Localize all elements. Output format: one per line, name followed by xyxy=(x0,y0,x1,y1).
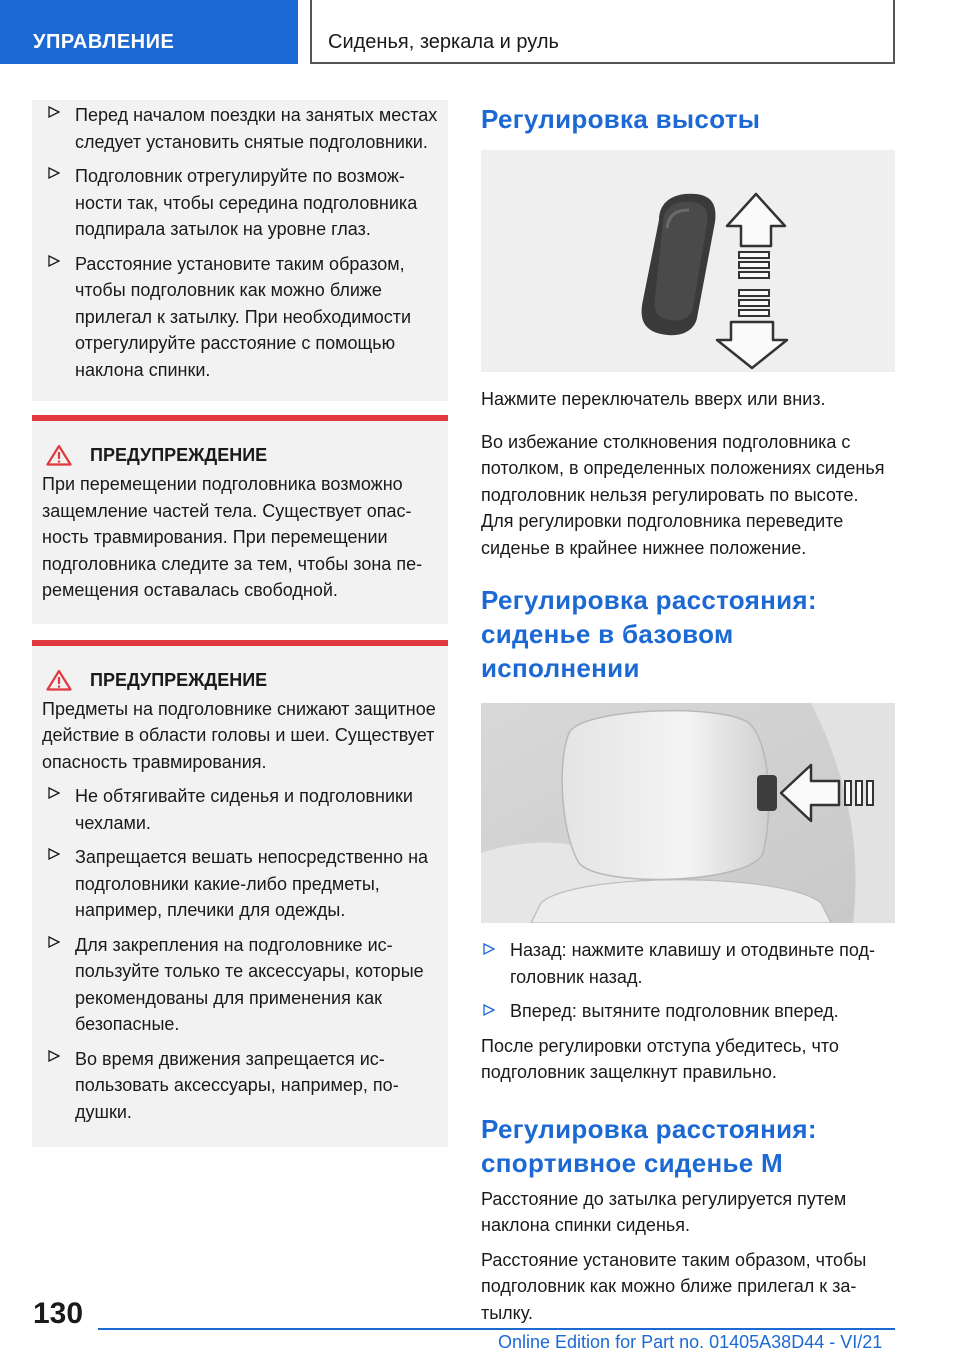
page-number: 130 xyxy=(33,1297,84,1330)
triangle-bullet-icon xyxy=(48,936,60,948)
list-item xyxy=(32,163,448,243)
list-item-text: Во время движения запрещается использовать аксессуары, например, подушки. xyxy=(75,1048,399,1122)
footer-divider xyxy=(98,1328,895,1330)
list-item xyxy=(32,102,448,155)
warning-title-text: ПРЕДУПРЕЖДЕНИЕ xyxy=(90,445,268,465)
warning-title xyxy=(42,668,438,692)
triangle-bullet-icon xyxy=(48,106,60,118)
list-item-text: Вперед: вытяните подголовник вперед. xyxy=(510,1001,839,1021)
intro-box xyxy=(32,100,448,401)
list-item-text: Для закрепления на подголовнике используйте только те аксессуары, которые рекомендованы для применения как безопасные. xyxy=(75,934,424,1034)
headrest-button-image xyxy=(481,703,895,923)
triangle-bullet-icon xyxy=(48,167,60,179)
warning-triangle-icon xyxy=(46,444,72,466)
heading-distance-m: Регулировка расстояния: спортивное сиденье M xyxy=(481,1113,817,1178)
list-item-text: Перед началом поездки на занятых местах следует установить снятые подголовники. xyxy=(75,105,438,152)
triangle-bullet-icon xyxy=(48,255,60,267)
warning-box-2 xyxy=(32,640,448,1148)
triangle-bullet-icon xyxy=(48,787,60,799)
height-switch-illustration xyxy=(481,150,895,372)
list-item xyxy=(32,783,438,836)
triangle-bullet-icon xyxy=(483,943,495,955)
section-header: УПРАВЛЕНИЕ xyxy=(0,0,298,64)
warning-text: Предметы на подголовнике снижают защитное действие в области головы и шеи. Существует опасность травмирования. xyxy=(42,698,436,772)
list-item xyxy=(32,932,438,1038)
list-item-text: Назад: нажмите клавишу и отодвиньте подголовник назад. xyxy=(510,940,875,987)
triangle-bullet-icon xyxy=(483,1004,495,1016)
warning-triangle-icon xyxy=(46,669,72,691)
triangle-bullet-icon xyxy=(48,1050,60,1062)
distance-button-illustration xyxy=(481,703,895,923)
list-item-text: Подголовник отрегулируйте по возможности так, чтобы середина подголовника подпирала затылок на уровне глаз. xyxy=(75,166,418,239)
right-column xyxy=(481,100,895,1326)
warning-title-text: ПРЕДУПРЕЖДЕНИЕ xyxy=(90,669,268,690)
distance-note: После регулировки отступа убедитесь, что подголовник защелкнут правильно. xyxy=(481,1035,839,1082)
list-item xyxy=(481,998,895,1025)
heading-height: Регулировка высоты xyxy=(481,104,761,134)
m-seat-text-2: Расстояние установите таким образом, чтобы подголовник как можно ближе прилегал к затылку. xyxy=(481,1249,867,1323)
list-item xyxy=(481,937,895,990)
edition-text: Online Edition for Part no. 01405A38D44 - VI/21 xyxy=(498,1332,883,1352)
list-item-text: Запрещается вешать непосредственно на подголовники какие-либо предметы, например, плечики для одежды. xyxy=(75,847,429,920)
triangle-bullet-icon xyxy=(48,848,60,860)
m-seat-text-1: Расстояние до затылка регулируется путем наклона спинки сиденья. xyxy=(481,1188,847,1235)
list-item xyxy=(32,844,438,924)
list-item-text: Не обтягивайте сиденья и подголовники чехлами. xyxy=(75,786,413,833)
list-item xyxy=(32,251,448,384)
list-item xyxy=(32,1046,438,1126)
list-item-text: Расстояние установите таким образом, чтобы подголовник как можно ближе прилегал к затылку. При необходимости отрегулируйте расстояние с помощью наклона спинки. xyxy=(75,253,412,380)
heading-distance-basic: Регулировка расстояния: сиденье в базовом исполнении xyxy=(481,585,817,683)
warning-title xyxy=(42,443,438,467)
warning-text: При перемещении подголовника возможно защемление частей тела. Существует опасность травмирования. При перемещении подголовника следите за тем, чтобы зона перемещения оставалась свободной. xyxy=(42,474,423,600)
height-note: Во избежание столкновения подголовника с потолком, в определенных положениях сиденья подголовник нельзя регулировать по высоте. Для регулировки подголовника переведите сиденье в крайнее нижнее положение. xyxy=(481,431,885,558)
headrest-switch-image xyxy=(481,150,895,372)
left-column xyxy=(32,100,448,1147)
warning-box-1 xyxy=(32,415,448,624)
chapter-header: Сиденья, зеркала и руль xyxy=(310,0,895,64)
height-instruction: Нажмите переключатель вверх или вниз. xyxy=(481,389,826,409)
